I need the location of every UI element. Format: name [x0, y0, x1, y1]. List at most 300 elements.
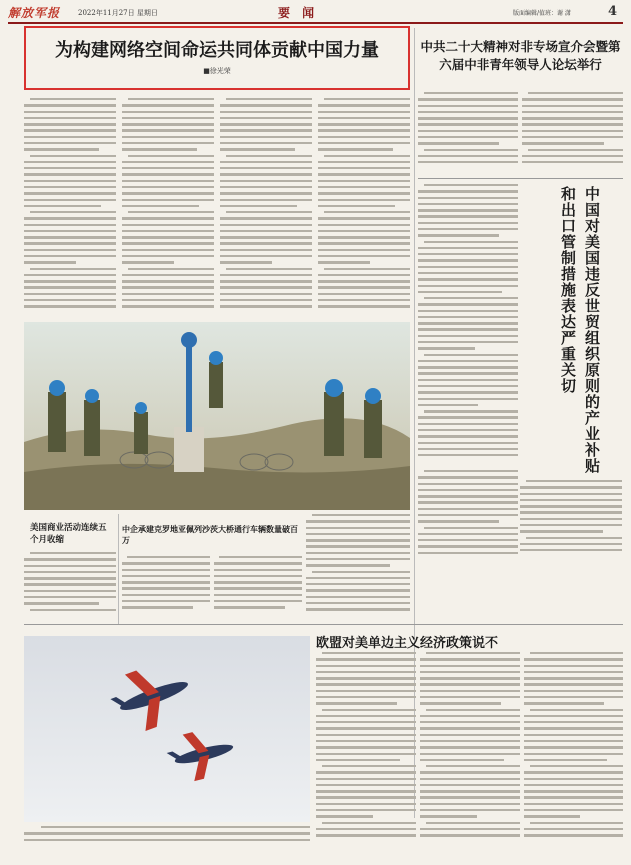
text-line [418, 391, 518, 393]
text-line [220, 305, 312, 307]
text-line [524, 753, 623, 755]
text-line [316, 815, 373, 817]
text-line [316, 784, 416, 786]
text-line [418, 111, 518, 113]
text-line [418, 247, 518, 249]
text-line [219, 556, 302, 558]
text-line [122, 142, 214, 144]
text-line [318, 142, 410, 144]
text-line [122, 136, 214, 138]
text-line [418, 105, 518, 107]
text-line [122, 129, 214, 131]
text-line [24, 577, 116, 579]
text-line [418, 328, 518, 330]
text-line [522, 130, 623, 132]
right-top-headline[interactable]: 中共二十大精神对非专场宣介会暨第六届中非青年领导人论坛举行 [420, 39, 621, 72]
issue-date: 2022年11月27日 星期日 [78, 9, 158, 17]
text-line [24, 293, 116, 295]
text-line [418, 259, 518, 261]
text-line [420, 778, 520, 780]
text-line [122, 249, 214, 251]
text-line [420, 677, 520, 679]
text-line [318, 280, 410, 282]
text-line [122, 224, 214, 226]
text-line [420, 702, 501, 704]
text-line [316, 803, 416, 805]
text-line [322, 822, 416, 824]
text-line [316, 715, 416, 717]
text-line [306, 564, 390, 566]
text-line [418, 435, 518, 437]
text-line [520, 493, 622, 495]
airshow-photo [24, 636, 310, 822]
text-line [220, 199, 312, 201]
text-line [418, 285, 518, 287]
text-line [418, 341, 518, 343]
text-line [220, 242, 312, 244]
text-line [522, 123, 623, 125]
lead-byline: ■徐光荣 [203, 67, 231, 75]
text-line [418, 142, 499, 144]
text-line [418, 155, 518, 157]
text-line [418, 335, 518, 337]
text-line [24, 255, 116, 257]
text-line [24, 596, 116, 598]
text-line [122, 217, 214, 219]
text-line [418, 197, 518, 199]
text-line [418, 266, 518, 268]
text-line [220, 167, 312, 169]
text-line [24, 558, 116, 560]
text-line [524, 677, 623, 679]
text-line [520, 530, 603, 532]
text-line [418, 316, 518, 318]
text-line [24, 217, 116, 219]
text-line [127, 556, 210, 558]
text-line [418, 372, 518, 374]
text-line [524, 721, 623, 723]
text-line [226, 268, 312, 270]
text-line [420, 784, 520, 786]
text-line [122, 230, 214, 232]
text-line [528, 92, 623, 94]
text-line [316, 721, 416, 723]
text-line [524, 746, 623, 748]
text-line [524, 734, 623, 736]
text-line [324, 211, 410, 213]
text-line [24, 839, 310, 841]
text-line [418, 366, 518, 368]
text-line [306, 520, 410, 522]
text-line [418, 222, 518, 224]
text-line [418, 215, 518, 217]
text-line [128, 268, 214, 270]
text-line [24, 590, 116, 592]
text-line [30, 211, 116, 213]
text-line [122, 299, 214, 301]
text-line [530, 822, 623, 824]
text-line [418, 253, 518, 255]
text-line [220, 129, 312, 131]
text-line [214, 581, 302, 583]
text-line [418, 489, 518, 491]
text-line [418, 117, 518, 119]
text-line [220, 293, 312, 295]
text-line [420, 727, 520, 729]
text-line [220, 192, 312, 194]
text-line [524, 759, 607, 761]
text-line [316, 834, 416, 836]
text-line [316, 740, 416, 742]
text-line [526, 480, 622, 482]
text-line [324, 98, 410, 100]
text-line [122, 606, 193, 608]
text-line [318, 117, 410, 119]
text-line [426, 652, 520, 654]
text-line [24, 305, 116, 307]
text-line [418, 136, 518, 138]
us-business-headline[interactable]: 美国商业活动连续五个月收缩 [30, 523, 107, 545]
text-line [316, 771, 416, 773]
text-line [312, 571, 410, 573]
text-line [318, 129, 410, 131]
text-line [418, 423, 518, 425]
text-line [418, 416, 518, 418]
text-line [324, 155, 410, 157]
text-line [418, 130, 518, 132]
text-line [122, 293, 214, 295]
text-line [418, 272, 518, 274]
text-line [214, 569, 302, 571]
text-line [418, 442, 518, 444]
text-line [424, 149, 518, 151]
text-line [524, 809, 623, 811]
text-line [418, 514, 518, 516]
text-line [316, 671, 416, 673]
text-line [30, 609, 116, 611]
text-line [424, 354, 518, 356]
text-line [528, 149, 623, 151]
text-line [24, 117, 116, 119]
text-line [220, 236, 312, 238]
text-line [318, 217, 410, 219]
text-line [420, 815, 477, 817]
europe-headline[interactable]: 欧盟对美单边主义经济政策说不 [316, 636, 499, 651]
text-line [316, 727, 416, 729]
text-line [522, 155, 623, 157]
text-line [318, 186, 410, 188]
europe-body-1 [316, 652, 416, 848]
text-line [524, 665, 623, 667]
text-line [24, 192, 116, 194]
text-line [220, 136, 312, 138]
text-line [316, 696, 416, 698]
bridge-body-3 [306, 514, 410, 618]
text-line [420, 721, 520, 723]
text-line [30, 155, 116, 157]
text-line [306, 589, 410, 591]
text-line [524, 671, 623, 673]
text-line [524, 702, 604, 704]
text-line [522, 98, 623, 100]
text-line [24, 274, 116, 276]
text-line [524, 690, 623, 692]
text-line [418, 303, 518, 305]
text-line [306, 545, 410, 547]
text-line [318, 167, 410, 169]
text-line [420, 771, 520, 773]
lead-body-col-4 [318, 98, 410, 318]
text-line [418, 501, 518, 503]
text-line [220, 148, 295, 150]
text-line [24, 602, 99, 604]
text-line [424, 410, 518, 412]
text-line [318, 148, 393, 150]
lead-body-col-1 [24, 98, 116, 318]
masthead [8, 4, 623, 22]
text-line [24, 583, 116, 585]
text-line [420, 665, 520, 667]
text-line [318, 230, 410, 232]
text-line [214, 606, 285, 608]
text-line [214, 562, 302, 564]
text-line [24, 832, 310, 834]
text-line [316, 734, 416, 736]
bridge-headline[interactable]: 中企承建克罗地亚佩列沙茨大桥通行车辆数量破百万 [122, 525, 298, 545]
text-line [522, 117, 623, 119]
right-middle-body-3 [418, 470, 518, 560]
text-line [524, 828, 623, 830]
bottom-divider [118, 514, 119, 624]
text-line [306, 558, 410, 560]
text-line [520, 505, 622, 507]
text-line [316, 746, 416, 748]
text-line [418, 209, 518, 211]
text-line [122, 123, 214, 125]
text-line [24, 242, 116, 244]
text-line [316, 796, 416, 798]
text-line [24, 180, 116, 182]
text-line [318, 242, 410, 244]
text-line [122, 587, 210, 589]
text-line [418, 228, 518, 230]
text-line [214, 594, 302, 596]
text-line [220, 280, 312, 282]
text-line [318, 274, 410, 276]
text-line [122, 161, 214, 163]
text-line [418, 278, 518, 280]
text-line [418, 98, 518, 100]
text-line [220, 123, 312, 125]
right-top-body-2 [522, 92, 623, 170]
text-line [318, 286, 410, 288]
text-line [122, 167, 214, 169]
text-line [318, 104, 410, 106]
text-line [24, 104, 116, 106]
lead-headline[interactable]: 为构建网络空间命运共同体贡献中国力量 [55, 40, 379, 61]
text-line [24, 286, 116, 288]
text-line [420, 740, 520, 742]
text-line [520, 499, 622, 501]
text-line [418, 454, 518, 456]
text-line [220, 299, 312, 301]
text-line [526, 537, 622, 539]
text-line [122, 111, 214, 113]
page-number: 4 [608, 4, 618, 19]
text-line [316, 828, 416, 830]
text-line [316, 759, 400, 761]
text-line [24, 261, 76, 263]
text-line [316, 809, 416, 811]
section-divider [418, 178, 623, 179]
right-middle-headline[interactable]: 中国对美国违反世贸组织原则的产业补贴和出口管制措施表达严重关切 [559, 186, 601, 474]
text-line [420, 734, 520, 736]
text-line [316, 690, 416, 692]
lead-body-col-3 [220, 98, 312, 318]
text-line [220, 261, 272, 263]
text-line [122, 236, 214, 238]
text-line [418, 404, 478, 406]
text-line [418, 483, 518, 485]
text-line [318, 192, 410, 194]
text-line [424, 527, 518, 529]
page-editor: 版面编辑/值班：谢 潇 [513, 10, 571, 17]
text-line [420, 759, 504, 761]
text-line [122, 173, 214, 175]
text-line [306, 577, 410, 579]
us-business-body [24, 552, 116, 620]
text-line [418, 190, 518, 192]
text-line [24, 205, 101, 207]
text-line [41, 826, 310, 828]
text-line [318, 205, 395, 207]
airshow-caption [24, 826, 310, 848]
text-line [424, 184, 518, 186]
text-line [30, 552, 116, 554]
text-line [316, 778, 416, 780]
text-line [524, 784, 623, 786]
text-line [420, 809, 520, 811]
text-line [306, 602, 410, 604]
text-line [30, 268, 116, 270]
text-line [220, 180, 312, 182]
text-line [418, 495, 518, 497]
text-line [316, 790, 416, 792]
newspaper-logo: 解放军报 [8, 6, 61, 20]
text-line [420, 690, 520, 692]
text-line [122, 286, 214, 288]
text-line [214, 587, 302, 589]
europe-body-2 [420, 652, 520, 848]
text-line [524, 658, 623, 660]
text-line [522, 161, 623, 163]
text-line [24, 148, 99, 150]
text-line [318, 305, 410, 307]
text-line [322, 652, 416, 654]
text-line [418, 508, 518, 510]
text-line [220, 111, 312, 113]
text-line [520, 511, 622, 513]
text-line [220, 249, 312, 251]
text-line [524, 696, 623, 698]
text-line [420, 753, 520, 755]
text-line [318, 255, 410, 257]
text-line [520, 524, 622, 526]
text-line [318, 293, 410, 295]
text-line [122, 242, 214, 244]
europe-body-3 [524, 652, 623, 848]
text-line [24, 249, 116, 251]
text-line [524, 803, 623, 805]
bridge-body-2 [214, 556, 302, 618]
text-line [418, 539, 518, 541]
text-line [306, 539, 410, 541]
text-line [122, 261, 174, 263]
text-line [316, 658, 416, 660]
peacekeeping-photo-illustration [24, 322, 410, 510]
text-line [128, 98, 214, 100]
text-line [418, 347, 475, 349]
text-line [522, 142, 604, 144]
text-line [122, 280, 214, 282]
text-line [520, 518, 622, 520]
text-line [24, 142, 116, 144]
text-line [122, 192, 214, 194]
text-line [424, 92, 518, 94]
text-line [220, 274, 312, 276]
text-line [420, 683, 520, 685]
text-line [420, 671, 520, 673]
text-line [24, 186, 116, 188]
lower-section-divider [24, 624, 623, 625]
right-middle-body-2 [520, 480, 622, 560]
text-line [522, 105, 623, 107]
text-line [24, 299, 116, 301]
text-line [122, 148, 197, 150]
text-line [524, 771, 623, 773]
text-line [318, 123, 410, 125]
text-line [316, 702, 397, 704]
text-line [418, 161, 518, 163]
text-line [306, 527, 410, 529]
text-line [530, 765, 623, 767]
text-line [24, 199, 116, 201]
text-line [530, 709, 623, 711]
text-line [220, 205, 297, 207]
text-line [420, 790, 520, 792]
text-line [318, 199, 410, 201]
text-line [214, 600, 302, 602]
text-line [128, 211, 214, 213]
text-line [220, 104, 312, 106]
text-line [24, 173, 116, 175]
bridge-body-1 [122, 556, 210, 618]
lead-body-col-2 [122, 98, 214, 318]
lead-headline-box[interactable] [24, 26, 410, 90]
text-line [318, 136, 410, 138]
text-line [318, 261, 370, 263]
text-line [424, 241, 518, 243]
text-line [318, 180, 410, 182]
text-line [316, 683, 416, 685]
text-line [420, 746, 520, 748]
right-middle-body-1 [418, 184, 518, 464]
text-line [122, 117, 214, 119]
text-line [418, 234, 499, 236]
text-line [524, 834, 623, 836]
text-line [418, 291, 502, 293]
text-line [122, 575, 210, 577]
